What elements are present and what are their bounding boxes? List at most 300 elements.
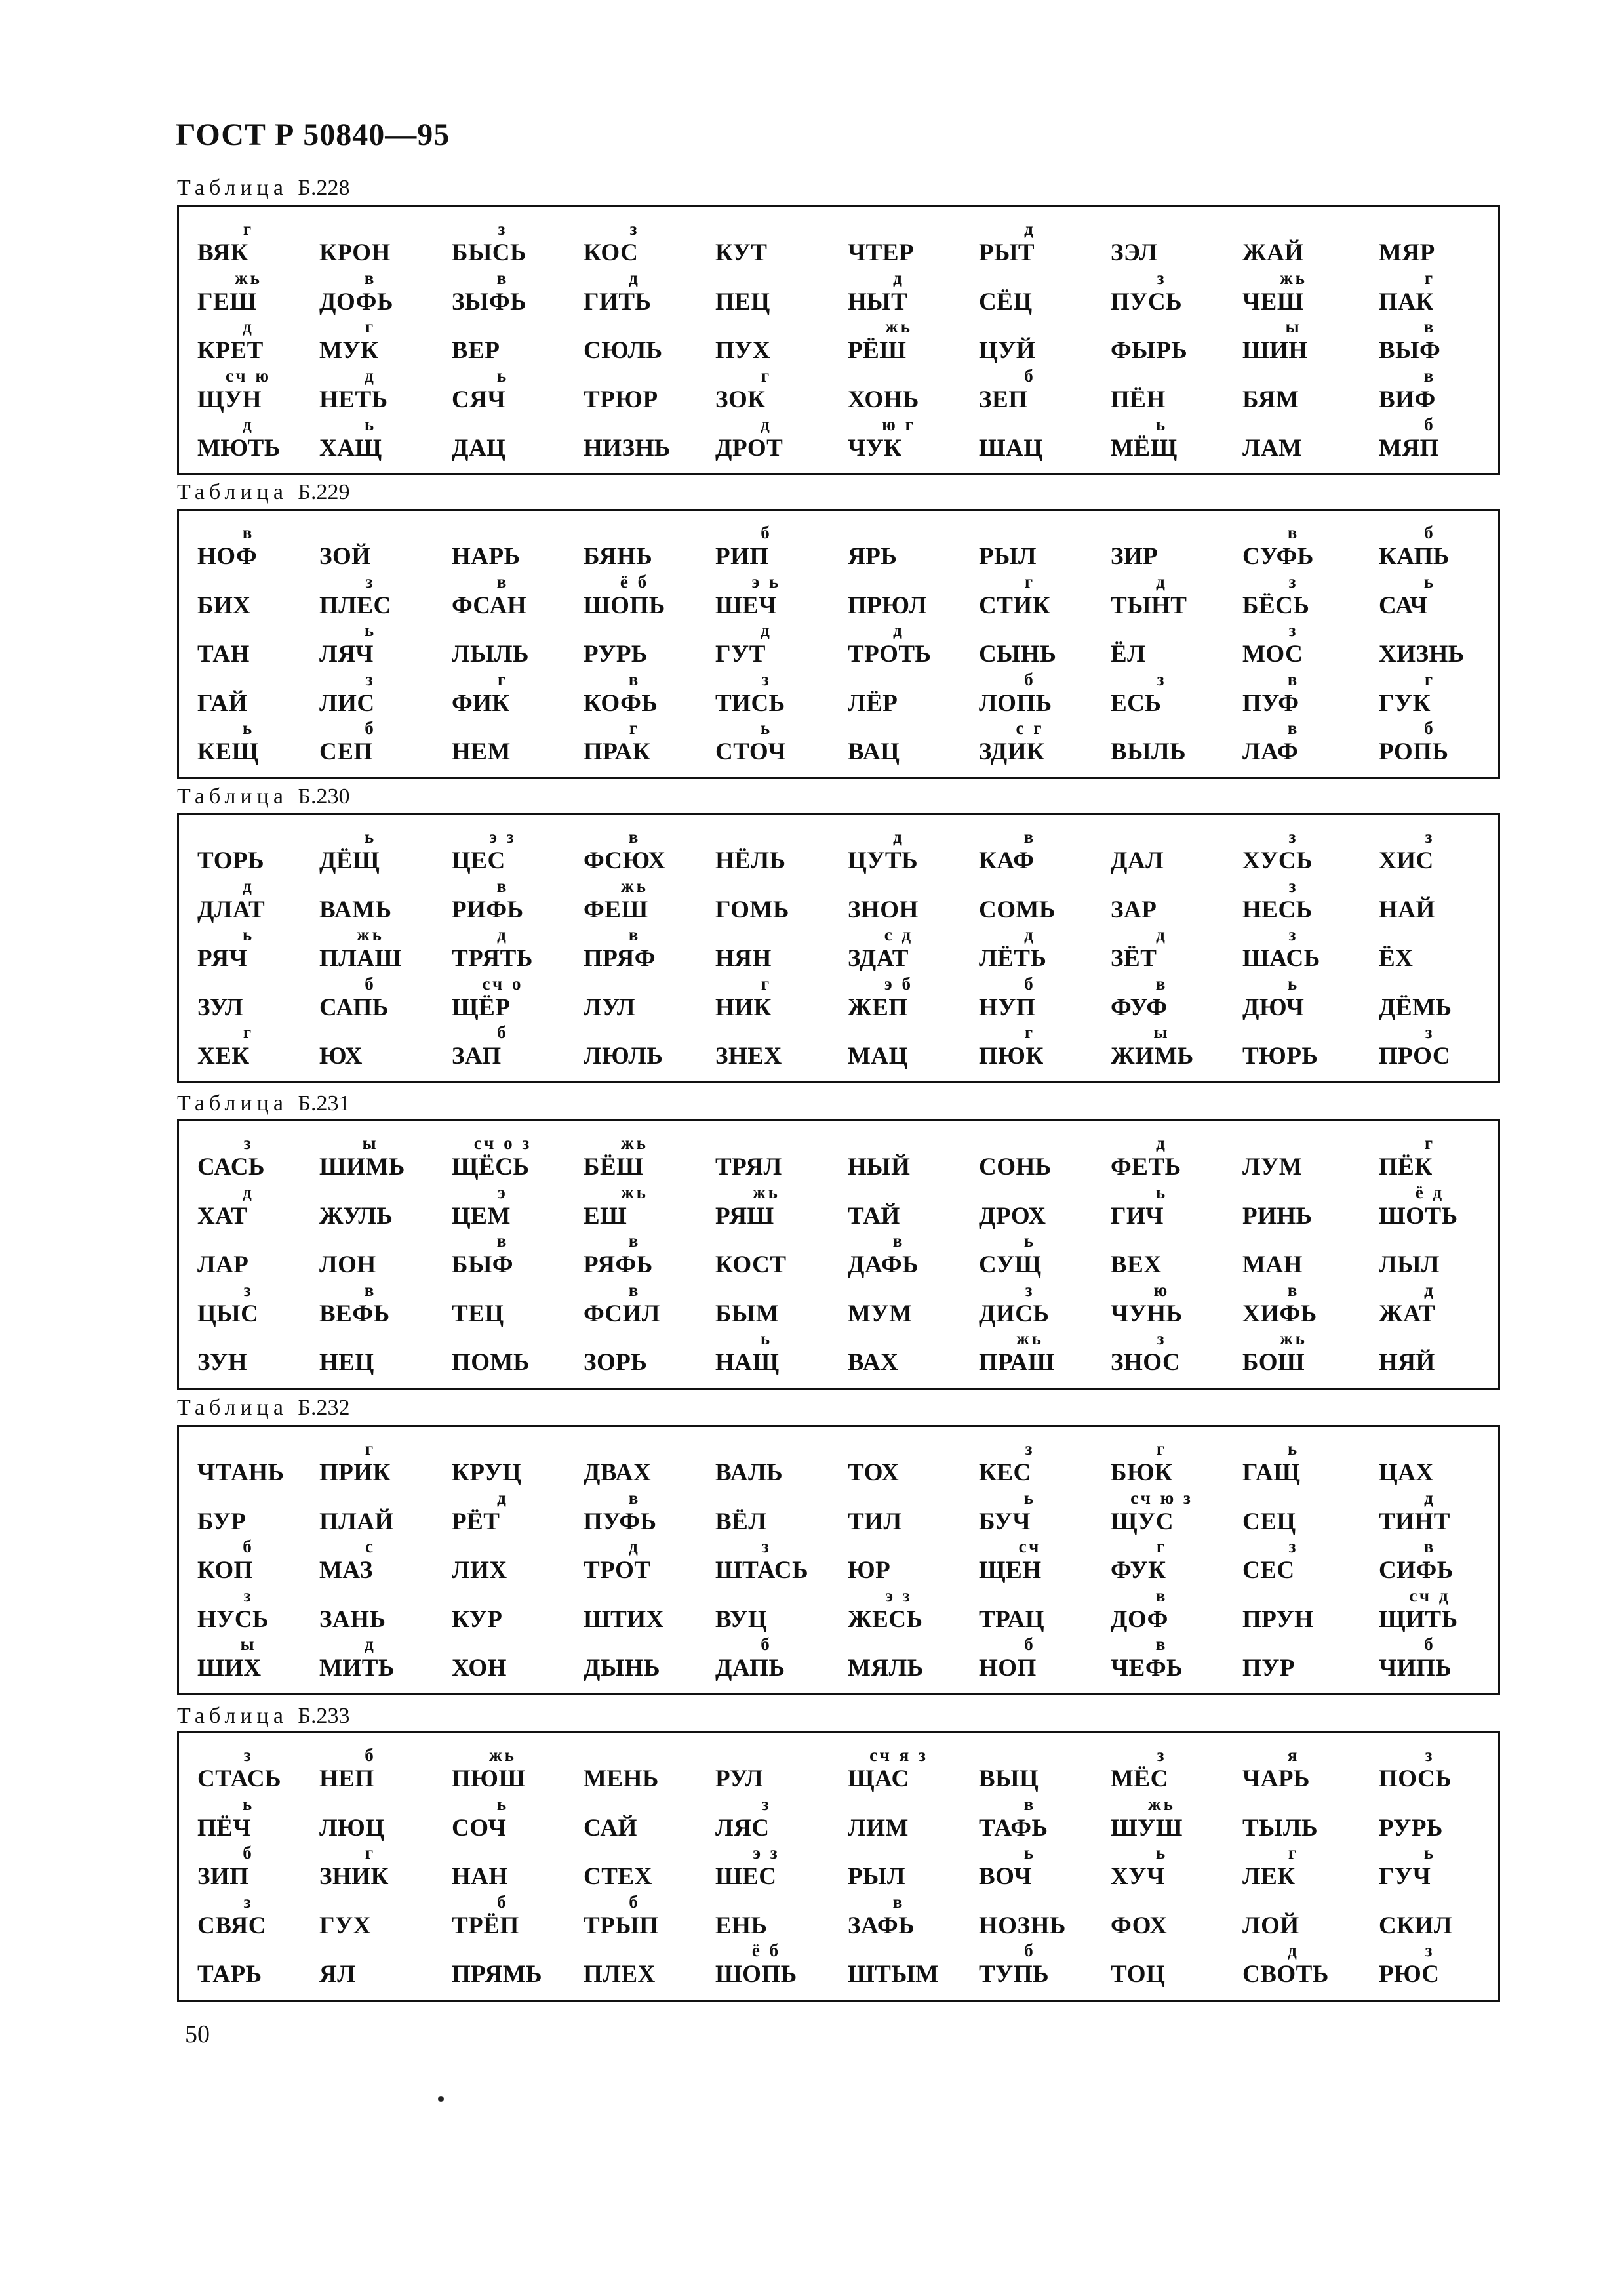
- stress-marker: ё д: [1415, 1182, 1445, 1202]
- stress-marker: ь: [496, 1794, 509, 1814]
- syllable-word: ЦЫС: [197, 1300, 259, 1327]
- syllable-word: ФЕТЬ: [1111, 1154, 1181, 1180]
- syllable-word: ТРЮР: [584, 386, 658, 413]
- table-row: [179, 618, 1498, 666]
- table-cell: [1242, 922, 1374, 971]
- stress-marker: в: [242, 523, 255, 542]
- syllable-word: ЖЕП: [848, 994, 908, 1021]
- syllable-word: ВЕФЬ: [319, 1300, 390, 1327]
- syllable-word: ПЛЕХ: [584, 1961, 656, 1988]
- stress-marker: б: [1424, 718, 1436, 738]
- stress-marker: б: [497, 1891, 509, 1912]
- syllable-word: МАЗ: [319, 1557, 373, 1584]
- table-cell: [319, 520, 450, 569]
- stress-marker: з: [1288, 1537, 1299, 1556]
- syllable-word: ТОХ: [848, 1459, 900, 1486]
- syllable-word: ФУК: [1111, 1557, 1166, 1584]
- syllable-word: ПОМЬ: [452, 1349, 530, 1376]
- table-cell: [197, 1020, 328, 1068]
- table-cell: [1111, 1632, 1242, 1680]
- table-cell: [715, 1632, 846, 1680]
- stress-marker: ы: [1285, 317, 1302, 336]
- table-cell: [848, 1792, 979, 1840]
- stress-marker: э з: [885, 1585, 913, 1605]
- table-cell: [319, 874, 450, 922]
- stress-marker: б: [761, 523, 772, 542]
- stress-marker: д: [761, 620, 772, 640]
- table-cell: [1379, 874, 1510, 922]
- table-cell: [452, 922, 583, 971]
- table-cell: [197, 874, 328, 922]
- syllable-word: ВЕХ: [1111, 1251, 1162, 1278]
- syllable-word: ЗДИК: [979, 738, 1045, 765]
- table-cell: [848, 667, 979, 715]
- syllable-word: ЗНИК: [319, 1863, 389, 1890]
- stress-marker: д: [1156, 1133, 1168, 1153]
- syllable-word: РЫЛ: [979, 543, 1037, 570]
- stress-marker: з: [761, 1537, 772, 1556]
- table-cell: [1111, 874, 1242, 922]
- syllable-word: ЩАС: [848, 1765, 909, 1792]
- stress-marker: в: [628, 1487, 641, 1508]
- table-cell: [715, 1792, 846, 1840]
- syllable-word: ШТАСЬ: [715, 1557, 809, 1584]
- table-cell: [197, 1485, 328, 1534]
- stress-marker: ь: [496, 365, 509, 386]
- table-cell: [1111, 1534, 1242, 1582]
- syllable-word: ВЫФ: [1379, 337, 1441, 364]
- table-row: [179, 1020, 1498, 1068]
- syllable-word: НЫЙ: [848, 1154, 911, 1180]
- table-cell: [1242, 520, 1374, 569]
- table-cell: [848, 1278, 979, 1326]
- stress-marker: ё б: [751, 1941, 782, 1960]
- syllable-table: [177, 1425, 1500, 1695]
- table-cell: [452, 412, 583, 460]
- stress-marker: э б: [884, 973, 913, 994]
- syllable-table: [177, 509, 1500, 779]
- syllable-word: ДАЦ: [452, 435, 506, 462]
- table-cell: [979, 971, 1110, 1020]
- table-cell: [848, 412, 979, 460]
- table-cell: [452, 363, 583, 412]
- syllable-word: ВАХ: [848, 1349, 899, 1376]
- syllable-word: ДИСЬ: [979, 1300, 1050, 1327]
- syllable-word: БЮК: [1111, 1459, 1173, 1486]
- table-cell: [979, 1632, 1110, 1680]
- syllable-word: ВЫЛЬ: [1111, 738, 1187, 765]
- syllable-word: ПРЮЛ: [848, 592, 927, 619]
- stress-marker: я: [1287, 1745, 1300, 1765]
- table-cell: [715, 412, 846, 460]
- stress-marker: б: [1424, 414, 1436, 434]
- stress-marker: з: [1288, 827, 1299, 847]
- syllable-word: ПРУН: [1242, 1605, 1314, 1633]
- syllable-word: ГУХ: [319, 1912, 371, 1939]
- syllable-word: НОФ: [197, 543, 258, 570]
- table-cell: [584, 266, 715, 314]
- table-cell: [584, 1840, 715, 1889]
- syllable-word: САПЬ: [319, 994, 389, 1021]
- table-cell: [848, 874, 979, 922]
- syllable-word: НАН: [452, 1863, 508, 1890]
- table-row: [179, 1938, 1498, 1986]
- table-cell: [715, 1938, 846, 1986]
- syllable-word: ЗОЙ: [319, 543, 371, 570]
- table-cell: [1242, 715, 1374, 764]
- stress-marker: ё б: [620, 571, 650, 592]
- table-cell: [979, 824, 1110, 873]
- table-cell: [584, 520, 715, 569]
- table-cell: [584, 314, 715, 363]
- syllable-word: РУРЬ: [1379, 1814, 1443, 1842]
- table-row: [179, 824, 1498, 873]
- table-cell: [197, 1228, 328, 1277]
- table-cell: [979, 667, 1110, 715]
- table-cell: [979, 1485, 1110, 1534]
- stress-marker: жь: [621, 876, 648, 896]
- table-cell: [319, 1840, 450, 1889]
- stress-marker: г: [365, 1843, 376, 1863]
- table-cell: [1379, 1632, 1510, 1680]
- syllable-word: СЕП: [319, 738, 373, 765]
- syllable-word: ТЮРЬ: [1242, 1043, 1318, 1070]
- table-cell: [1111, 1889, 1242, 1938]
- table-cell: [715, 1180, 846, 1228]
- table-caption-word: Таблица: [177, 1704, 288, 1728]
- table-cell: [319, 1742, 450, 1791]
- stress-marker: в: [496, 268, 509, 288]
- syllable-word: СКИЛ: [1379, 1912, 1452, 1939]
- table-cell: [319, 1436, 450, 1485]
- syllable-word: САЧ: [1379, 592, 1428, 619]
- table-cell: [452, 1840, 583, 1889]
- syllable-table: [177, 1731, 1500, 2002]
- syllable-word: ЗАП: [452, 1043, 502, 1070]
- table-cell: [584, 922, 715, 971]
- table-cell: [1242, 1436, 1374, 1485]
- syllable-word: НЕСЬ: [1242, 896, 1313, 923]
- stress-marker: г: [1288, 1843, 1299, 1863]
- syllable-word: ЛЯС: [715, 1814, 770, 1842]
- table-cell: [979, 1228, 1110, 1277]
- table-cell: [584, 824, 715, 873]
- table-cell: [197, 1632, 328, 1680]
- syllable-word: ЯЛ: [319, 1961, 356, 1988]
- stress-marker: г: [1156, 1537, 1168, 1556]
- table-cell: [848, 618, 979, 666]
- table-cell: [319, 1326, 450, 1375]
- syllable-word: МАН: [1242, 1251, 1303, 1278]
- syllable-word: САСЬ: [197, 1154, 265, 1180]
- stress-marker: з: [1425, 1745, 1435, 1765]
- stress-marker: б: [1024, 1941, 1036, 1960]
- table-row: [179, 1485, 1498, 1534]
- table-cell: [979, 363, 1110, 412]
- table-cell: [319, 216, 450, 265]
- syllable-word: ЩУС: [1111, 1508, 1174, 1535]
- table-cell: [1111, 1020, 1242, 1068]
- stress-marker: в: [628, 669, 641, 689]
- table-row: [179, 216, 1498, 265]
- table-cell: [1379, 1020, 1510, 1068]
- table-cell: [584, 1889, 715, 1938]
- syllable-word: ПРАК: [584, 738, 651, 765]
- table-cell: [319, 569, 450, 618]
- stress-marker: сч: [1018, 1537, 1042, 1556]
- table-cell: [452, 1792, 583, 1840]
- syllable-word: МАЦ: [848, 1043, 908, 1070]
- syllable-word: БЯМ: [1242, 386, 1299, 413]
- syllable-word: НОЗНЬ: [979, 1912, 1066, 1939]
- syllable-word: ЗДАТ: [848, 945, 909, 972]
- stress-marker: з: [365, 669, 376, 689]
- table-row: [179, 1534, 1498, 1582]
- syllable-word: МЮТЬ: [197, 435, 281, 462]
- table-caption-word: Таблица: [177, 480, 288, 504]
- syllable-word: КУТ: [715, 239, 768, 266]
- syllable-word: ФИК: [452, 689, 510, 717]
- syllable-word: НЕП: [319, 1765, 374, 1792]
- stress-marker: ь: [364, 827, 377, 847]
- table-cell: [979, 1583, 1110, 1632]
- table-cell: [979, 1889, 1110, 1938]
- syllable-word: НАРЬ: [452, 543, 521, 570]
- syllable-word: МИТЬ: [319, 1655, 395, 1682]
- syllable-word: ЗАР: [1111, 896, 1157, 923]
- table-cell: [979, 216, 1110, 265]
- table-cell: [979, 922, 1110, 971]
- table-cell: [1379, 1742, 1510, 1791]
- table-cell: [1379, 1534, 1510, 1582]
- syllable-word: ЦУТЬ: [848, 847, 919, 874]
- stress-marker: д: [761, 414, 772, 434]
- table-cell: [584, 1534, 715, 1582]
- table-cell: [715, 874, 846, 922]
- syllable-word: ЗУН: [197, 1349, 248, 1376]
- syllable-word: ТЫЛЬ: [1242, 1814, 1318, 1842]
- stress-marker: ь: [242, 925, 255, 944]
- syllable-word: ЛИМ: [848, 1814, 909, 1842]
- syllable-word: ТРОТЬ: [848, 641, 932, 668]
- table-row: [179, 715, 1498, 764]
- table-cell: [1111, 314, 1242, 363]
- table-cell: [584, 1180, 715, 1228]
- syllable-word: ЕСЬ: [1111, 689, 1162, 717]
- table-cell: [319, 1632, 450, 1680]
- stress-marker: ь: [1155, 1843, 1168, 1863]
- stress-marker: с д: [884, 925, 914, 944]
- table-cell: [452, 1020, 583, 1068]
- syllable-word: НУП: [979, 994, 1036, 1021]
- syllable-word: ЧУК: [848, 435, 902, 462]
- syllable-word: РИП: [715, 543, 769, 570]
- syllable-word: ЗАНЬ: [319, 1605, 386, 1633]
- table-caption: [177, 1704, 349, 1729]
- table-cell: [848, 1228, 979, 1277]
- table-cell: [452, 1583, 583, 1632]
- table-cell: [848, 363, 979, 412]
- stress-marker: ь: [760, 1329, 773, 1348]
- stress-marker: ь: [1155, 1182, 1168, 1202]
- stress-marker: д: [893, 827, 905, 847]
- syllable-word: ЩИТЬ: [1379, 1605, 1458, 1633]
- syllable-word: ЛЫЛЬ: [452, 641, 529, 668]
- table-row: [179, 1792, 1498, 1840]
- table-cell: [979, 1131, 1110, 1179]
- syllable-word: ПРАШ: [979, 1349, 1055, 1376]
- syllable-word: СТЕХ: [584, 1863, 652, 1890]
- stress-marker: ь: [1287, 973, 1300, 994]
- syllable-word: ПЮК: [979, 1043, 1044, 1070]
- table-caption-number: Б.233: [298, 1704, 350, 1728]
- stress-marker: ю: [1153, 1279, 1170, 1300]
- stress-marker: ь: [1155, 414, 1168, 434]
- table-cell: [197, 1180, 328, 1228]
- table-cell: [197, 1840, 328, 1889]
- table-cell: [319, 1534, 450, 1582]
- table-cell: [1111, 971, 1242, 1020]
- syllable-word: СИФЬ: [1379, 1557, 1454, 1584]
- syllable-word: ХОН: [452, 1655, 507, 1682]
- table-cell: [452, 1131, 583, 1179]
- table-row: [179, 1436, 1498, 1485]
- table-cell: [452, 520, 583, 569]
- syllable-word: ЩЕН: [979, 1557, 1042, 1584]
- syllable-word: ТРЯТЬ: [452, 945, 533, 972]
- stress-marker: з: [1288, 571, 1299, 592]
- stress-marker: ь: [1287, 1439, 1300, 1459]
- stress-marker: э з: [753, 1843, 780, 1863]
- syllable-word: НУСЬ: [197, 1605, 269, 1633]
- table-cell: [848, 216, 979, 265]
- syllable-word: ПАК: [1379, 288, 1434, 315]
- table-cell: [452, 1228, 583, 1277]
- syllable-word: ДАЛ: [1111, 847, 1164, 874]
- stress-marker: в: [1287, 669, 1300, 689]
- table-cell: [1111, 1742, 1242, 1791]
- syllable-word: ЯРЬ: [848, 543, 898, 570]
- syllable-word: ТОРЬ: [197, 847, 265, 874]
- table-caption: [177, 176, 349, 201]
- stress-marker: з: [761, 1794, 772, 1814]
- stress-marker: э ь: [751, 571, 782, 592]
- table-row: [179, 1326, 1498, 1375]
- syllable-word: ТРОТ: [584, 1557, 651, 1584]
- table-cell: [319, 1020, 450, 1068]
- syllable-word: ЛИХ: [452, 1557, 507, 1584]
- table-cell: [715, 1326, 846, 1375]
- stress-marker: з: [243, 1745, 254, 1765]
- table-row: [179, 1632, 1498, 1680]
- syllable-word: ТЫНТ: [1111, 592, 1187, 619]
- syllable-word: ПЮШ: [452, 1765, 526, 1792]
- table-cell: [848, 266, 979, 314]
- syllable-word: НЯЙ: [1379, 1349, 1435, 1376]
- table-cell: [1379, 1180, 1510, 1228]
- syllable-word: ШЕС: [715, 1863, 777, 1890]
- table-cell: [979, 1938, 1110, 1986]
- stress-marker: з: [1288, 925, 1299, 944]
- syllable-word: ДЁМЬ: [1379, 994, 1452, 1021]
- syllable-word: МУК: [319, 337, 379, 364]
- table-cell: [584, 1485, 715, 1534]
- table-caption-word: Таблица: [177, 1396, 288, 1420]
- stress-marker: г: [629, 718, 641, 738]
- syllable-word: НИК: [715, 994, 772, 1021]
- table-cell: [979, 1534, 1110, 1582]
- table-cell: [197, 1583, 328, 1632]
- syllable-word: БЯНЬ: [584, 543, 653, 570]
- table-cell: [715, 618, 846, 666]
- syllable-word: ВЁЛ: [715, 1508, 767, 1535]
- stress-marker: б: [243, 1843, 254, 1863]
- syllable-word: ВАМЬ: [319, 896, 392, 923]
- table-cell: [715, 922, 846, 971]
- syllable-word: БЫМ: [715, 1300, 780, 1327]
- syllable-word: КОС: [584, 239, 639, 266]
- syllable-word: РУРЬ: [584, 641, 648, 668]
- syllable-word: ЖУЛЬ: [319, 1202, 393, 1230]
- syllable-word: ПРИК: [319, 1459, 391, 1486]
- table-cell: [452, 1938, 583, 1986]
- syllable-word: ХУЧ: [1111, 1863, 1165, 1890]
- table-cell: [1379, 1326, 1510, 1375]
- stress-marker: сч я з: [869, 1745, 928, 1765]
- stress-marker: ю г: [882, 414, 916, 434]
- table-cell: [1242, 1938, 1374, 1986]
- syllable-word: МУМ: [848, 1300, 913, 1327]
- stress-marker: г: [1424, 268, 1436, 288]
- syllable-word: ТРЯЛ: [715, 1154, 782, 1180]
- table-cell: [1111, 520, 1242, 569]
- stress-marker: в: [1423, 317, 1436, 336]
- syllable-word: РЫТ: [979, 239, 1035, 266]
- syllable-word: ДОФ: [1111, 1605, 1168, 1633]
- syllable-word: ЗЫФЬ: [452, 288, 527, 315]
- table-cell: [1111, 1840, 1242, 1889]
- table-cell: [452, 971, 583, 1020]
- syllable-word: КРУЦ: [452, 1459, 522, 1486]
- table-cell: [197, 1326, 328, 1375]
- table-cell: [197, 715, 328, 764]
- table-cell: [584, 1742, 715, 1791]
- syllable-word: ДЫНЬ: [584, 1655, 661, 1682]
- syllable-word: СОНЬ: [979, 1154, 1052, 1180]
- table-cell: [1242, 1792, 1374, 1840]
- syllable-word: ВИФ: [1379, 386, 1436, 413]
- table-cell: [848, 824, 979, 873]
- table-cell: [1379, 216, 1510, 265]
- table-cell: [584, 618, 715, 666]
- table-cell: [1379, 715, 1510, 764]
- syllable-word: ЗИР: [1111, 543, 1159, 570]
- table-cell: [319, 971, 450, 1020]
- syllable-word: ШИН: [1242, 337, 1308, 364]
- table-cell: [715, 715, 846, 764]
- stress-marker: д: [629, 1537, 641, 1556]
- table-cell: [584, 1326, 715, 1375]
- table-cell: [848, 1436, 979, 1485]
- stress-marker: б: [1024, 1634, 1036, 1654]
- stress-marker: в: [1023, 1794, 1037, 1814]
- stress-marker: д: [893, 620, 905, 640]
- syllable-word: ЛИС: [319, 689, 375, 717]
- table-cell: [1111, 618, 1242, 666]
- stress-marker: в: [496, 571, 509, 592]
- syllable-word: ТИНТ: [1379, 1508, 1450, 1535]
- syllable-word: ЖИМЬ: [1111, 1043, 1194, 1070]
